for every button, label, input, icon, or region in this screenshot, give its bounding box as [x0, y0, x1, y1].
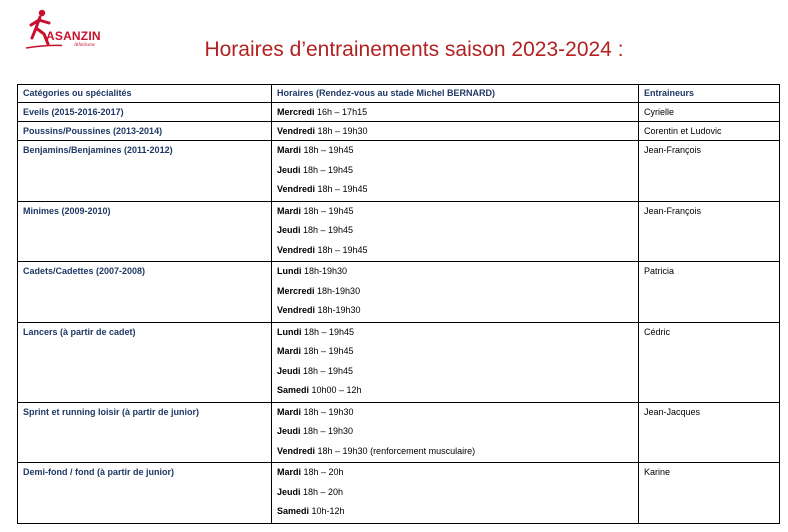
slot-day: Vendredi [277, 184, 316, 194]
table-row [18, 122, 780, 141]
slot-day: Mardi [277, 406, 302, 417]
slot-time: 18h – 19h45 [300, 164, 354, 175]
schedule-cell [272, 141, 639, 202]
table-row [18, 262, 780, 323]
time-slot [277, 382, 638, 402]
time-slot [277, 443, 638, 463]
slot-time: 18h – 19h45 [301, 326, 355, 337]
slot-day: Jeudi [277, 164, 301, 175]
category-cell: Minimes (2009-2010) [18, 201, 272, 262]
slot-day: Lundi [277, 326, 302, 337]
table-row [18, 402, 780, 463]
slot-day: Jeudi [277, 225, 301, 235]
slot-time: 18h-19h30 [314, 285, 361, 296]
category-cell: Demi-fond / fond (à partir de junior) [18, 463, 272, 524]
time-slot [277, 203, 638, 223]
slot-day: Vendredi [277, 445, 316, 456]
time-slot [277, 464, 638, 484]
category-cell: Eveils (2015-2016-2017) [18, 103, 272, 122]
time-slot [277, 162, 638, 182]
coach-cell: Cyrielle [639, 103, 780, 122]
time-slot [277, 104, 638, 120]
schedule-cell [272, 122, 639, 141]
slot-time: 18h – 20h [301, 467, 344, 477]
slot-time: 18h – 19h45 [301, 145, 354, 155]
slot-day: Mardi [277, 346, 302, 356]
slot-day: Samedi [277, 385, 310, 395]
slot-time: 18h – 19h30 [300, 426, 354, 436]
coach-cell: Corentin et Ludovic [639, 122, 780, 141]
slot-day: Mardi [277, 145, 302, 155]
coach-cell: Jean-Jacques [639, 402, 780, 463]
table-row [18, 463, 780, 524]
time-slot [277, 283, 638, 303]
schedule-cell [272, 262, 639, 323]
schedule-cell [272, 402, 639, 463]
slot-time: 18h-19h30 [301, 266, 348, 276]
header-coach: Entraineurs [639, 85, 780, 103]
coach-cell: Jean-François [639, 201, 780, 262]
slot-day: Vendredi [277, 244, 316, 255]
slot-time: 18h – 19h45 [300, 365, 354, 376]
table-row [18, 141, 780, 202]
table-row [18, 201, 780, 262]
logo-subtitle: Athlétisme [74, 43, 96, 48]
schedule-cell [272, 103, 639, 122]
coach-cell: Patricia [639, 262, 780, 323]
category-cell: Cadets/Cadettes (2007-2008) [18, 262, 272, 323]
page-title: Horaires d’entrainements saison 2023-2024 : [204, 38, 624, 61]
category-cell: Benjamins/Benjamines (2011-2012) [18, 141, 272, 202]
coach-cell: Jean-François [639, 141, 780, 202]
time-slot [277, 142, 638, 162]
slot-day: Jeudi [277, 365, 301, 376]
schedule-table [17, 84, 780, 524]
time-slot [277, 363, 638, 383]
slot-time: 16h – 17h15 [314, 107, 368, 117]
time-slot [277, 423, 638, 443]
schedule-cell [272, 201, 639, 262]
slot-time: 10h00 – 12h [309, 385, 362, 395]
slot-day: Mardi [277, 467, 302, 477]
schedule-cell [272, 463, 639, 524]
category-cell: Lancers (à partir de cadet) [18, 322, 272, 402]
category-cell: Poussins/Poussines (2013-2014) [18, 122, 272, 141]
slot-day: Jeudi [277, 486, 301, 497]
slot-time: 10h-12h [309, 506, 345, 516]
time-slot [277, 263, 638, 283]
slot-day: Vendredi [277, 305, 316, 315]
slot-time: 18h – 19h45 [315, 244, 368, 255]
slot-day: Mercredi [277, 107, 315, 117]
time-slot [277, 181, 638, 201]
slot-time: 18h-19h30 [315, 305, 361, 315]
time-slot [277, 343, 638, 363]
category-cell: Sprint et running loisir (à partir de junior) [18, 402, 272, 463]
slot-day: Lundi [277, 266, 302, 276]
slot-time: 18h – 19h45 [301, 346, 354, 356]
slot-time: 18h – 19h45 [315, 184, 368, 194]
time-slot [277, 503, 638, 523]
logo-text: ASANZIN [46, 29, 101, 43]
slot-time: 18h – 19h45 [300, 225, 354, 235]
slot-day: Mercredi [277, 285, 315, 296]
slot-time: 18h – 20h [300, 486, 344, 497]
slot-day: Samedi [277, 506, 310, 516]
table-header-row [18, 85, 780, 103]
coach-cell: Karine [639, 463, 780, 524]
time-slot [277, 484, 638, 504]
time-slot [277, 242, 638, 262]
table-row [18, 103, 780, 122]
slot-time: 18h – 19h45 [301, 205, 354, 216]
time-slot [277, 222, 638, 242]
slot-time: 18h – 19h30 [315, 126, 368, 136]
table-row [18, 322, 780, 402]
header-schedule: Horaires (Rendez-vous au stade Michel BERNARD) [272, 85, 639, 103]
time-slot [277, 404, 638, 424]
time-slot [277, 324, 638, 344]
time-slot [277, 302, 638, 322]
slot-time: 18h – 19h30 (renforcement musculaire) [315, 445, 476, 456]
time-slot [277, 123, 638, 139]
slot-day: Vendredi [277, 126, 316, 136]
slot-day: Jeudi [277, 426, 301, 436]
coach-cell: Cédric [639, 322, 780, 402]
slot-time: 18h – 19h30 [301, 406, 354, 417]
header-category: Catégories ou spécialités [18, 85, 272, 103]
slot-day: Mardi [277, 205, 302, 216]
schedule-cell [272, 322, 639, 402]
